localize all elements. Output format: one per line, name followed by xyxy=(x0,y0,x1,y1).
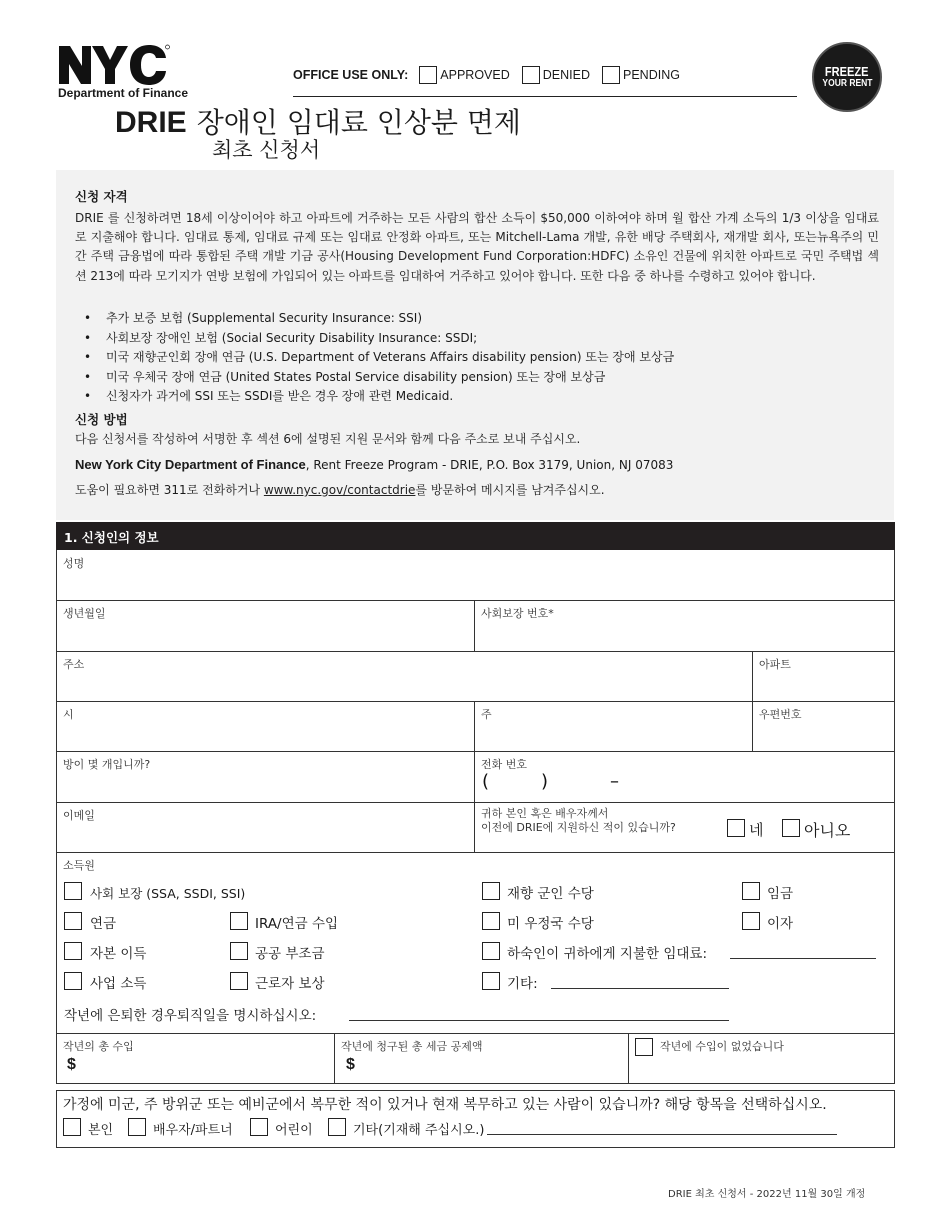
address-field[interactable]: 주소 xyxy=(63,658,85,671)
section-1-header: 1. 신청인의 정보 xyxy=(56,522,895,550)
office-use-row xyxy=(293,66,692,84)
social-security-checkbox[interactable] xyxy=(64,882,82,900)
row-divider xyxy=(56,1033,895,1034)
col-divider xyxy=(474,701,475,852)
office-use-label: OFFICE USE ONLY: xyxy=(293,68,409,82)
ira-label: IRA/연금 수입 xyxy=(255,916,339,932)
department-name: Department of Finance xyxy=(58,86,189,100)
phone-dash: – xyxy=(610,771,619,792)
military-self-label: 본인 xyxy=(88,1123,114,1138)
prior-application-question xyxy=(481,807,676,835)
phone-field[interactable]: 전화 번호 xyxy=(481,758,528,771)
row-divider xyxy=(56,701,895,702)
business-checkbox[interactable] xyxy=(64,972,82,990)
row-divider xyxy=(56,751,895,752)
business-label: 사업 소득 xyxy=(90,976,147,992)
income-sources-label: 소득원 xyxy=(63,859,95,872)
badge-line-1: FREEZE xyxy=(825,64,869,79)
benefit-item: • 미국 재향군인회 장애 연금 (U.S. Department of Veterans Affairs disability pension) 또는 장애 보상금 xyxy=(84,348,864,368)
header-divider xyxy=(293,96,797,97)
prior-question-line2: 이전에 DRIE에 지원하신 적이 있습니까? xyxy=(481,821,676,834)
retirement-date-input-line[interactable] xyxy=(349,1020,729,1021)
pension-label: 연금 xyxy=(90,916,117,932)
social-security-label: 사회 보장 (SSA, SSDI, SSI) xyxy=(90,886,246,901)
retirement-date-label: 작년에 은퇴한 경우퇴직일을 명시하십시오: xyxy=(64,1008,317,1024)
prior-no-label: 아니오 xyxy=(804,821,851,840)
mailing-address xyxy=(75,457,673,472)
military-spouse-checkbox[interactable] xyxy=(128,1118,146,1136)
address-org: New York City Department of Finance xyxy=(75,457,306,472)
lodger-rent-label: 하숙인이 귀하에게 지불한 임대료: xyxy=(507,946,707,962)
pending-checkbox[interactable] xyxy=(602,66,620,84)
military-other-label: 기타(기재해 주십시오.) xyxy=(353,1123,485,1138)
title-korean: 장애인 임대료 인상분 면제 xyxy=(196,106,521,139)
ira-checkbox[interactable] xyxy=(230,912,248,930)
military-child-label: 어린이 xyxy=(275,1123,313,1138)
how-to-apply-text: 다음 신청서를 작성하여 서명한 후 섹션 6에 설명된 지원 문서와 함께 다음 주소로 보내 주십시오. xyxy=(75,432,581,446)
postal-label: 미 우정국 수당 xyxy=(507,916,594,932)
denied-label: DENIED xyxy=(542,68,590,82)
city-field[interactable]: 시 xyxy=(63,708,74,721)
pension-checkbox[interactable] xyxy=(64,912,82,930)
row-divider xyxy=(56,651,895,652)
row-divider xyxy=(56,600,895,601)
other-income-input-line[interactable] xyxy=(551,988,729,989)
prior-question-line1: 귀하 본인 혹은 배우자께서 xyxy=(481,807,609,820)
benefit-item: • 사회보장 장애인 보험 (Social Security Disability Insurance: SSDI; xyxy=(84,329,864,349)
interest-label: 이자 xyxy=(767,916,794,932)
military-other-input-line[interactable] xyxy=(487,1134,837,1135)
help-prefix: 도움이 필요하면 311로 전화하거나 xyxy=(75,483,264,497)
military-question: 가정에 미군, 주 방위군 또는 예비군에서 복무한 적이 있거나 현재 복무하고 있는 사람이 있습니까? 해당 항목을 선택하십시오. xyxy=(63,1097,827,1113)
col-divider xyxy=(334,1033,335,1084)
state-field[interactable]: 주 xyxy=(481,708,492,721)
badge-line-2: YOUR RENT xyxy=(821,78,873,89)
help-line xyxy=(75,481,605,498)
approved-label: APPROVED xyxy=(440,68,510,82)
row-divider xyxy=(56,802,895,803)
workers-comp-label: 근로자 보상 xyxy=(255,976,325,992)
benefit-item: • 신청자가 과거에 SSI 또는 SSDI를 받은 경우 장애 관련 Medicaid. xyxy=(84,387,864,407)
military-self-checkbox[interactable] xyxy=(63,1118,81,1136)
benefit-item: • 추가 보증 보험 (Supplemental Security Insurance: SSI) xyxy=(84,309,864,329)
phone-open-paren: ( xyxy=(482,771,490,792)
nyc-logo-mark xyxy=(58,44,170,86)
ssn-field[interactable]: 사회보장 번호* xyxy=(481,607,554,620)
deductions-dollar-sign: $ xyxy=(346,1056,355,1073)
wages-label: 임금 xyxy=(767,886,794,902)
military-other-checkbox[interactable] xyxy=(328,1118,346,1136)
benefit-list xyxy=(84,309,864,407)
public-assistance-checkbox[interactable] xyxy=(230,942,248,960)
workers-comp-checkbox[interactable] xyxy=(230,972,248,990)
help-suffix: 를 방문하여 메시지를 남겨주십시오. xyxy=(415,483,605,497)
how-to-apply-heading: 신청 방법 xyxy=(75,412,128,427)
office-denied-option[interactable] xyxy=(522,66,590,84)
wages-checkbox[interactable] xyxy=(742,882,760,900)
lodger-rent-checkbox[interactable] xyxy=(482,942,500,960)
military-child-checkbox[interactable] xyxy=(250,1118,268,1136)
lodger-rent-input-line[interactable] xyxy=(730,958,876,959)
eligibility-text: DRIE 를 신청하려면 18세 이상이어야 하고 아파트에 거주하는 모든 사람의 합산 소득이 $50,000 이하여야 하며 월 합산 가계 소득의 1/3 이상을 임대료로 지출해야 합니다. 임대료 통제, 임대료 규제 또는 임대료 안정화 아파트, 또는 Mitchell-Lama 개발, 유한 배당 주택회사, 재개발 회사, 또는뉴욕주의 민간 주택 금융법에 따라 통합된 주택 개발 기금 공사(Housing Development Fund Corporation:HDFC) 소유인 건물에 위치한 아파트로 국민 주택법 섹션 213에 따라 모기지가 연방 보험에 가입되어 있는 아파트를 임대하여 거주하고 있어야 합니다. 또한 다음 중 하나를 수령하고 있어야 합니다. xyxy=(75,211,879,283)
rooms-field[interactable]: 방이 몇 개입니까? xyxy=(63,758,151,771)
apartment-field[interactable]: 아파트 xyxy=(759,658,791,671)
pending-label: PENDING xyxy=(623,68,680,82)
total-income-dollar-sign: $ xyxy=(67,1056,76,1073)
other-income-label: 기타: xyxy=(507,976,538,992)
prior-no-checkbox[interactable] xyxy=(782,819,800,837)
prior-yes-label: 네 xyxy=(749,821,764,839)
office-approved-option[interactable] xyxy=(419,66,509,84)
public-assistance-label: 공공 부조금 xyxy=(255,946,325,962)
freeze-your-rent-badge xyxy=(812,42,882,112)
name-field[interactable]: 성명 xyxy=(63,557,85,570)
col-divider xyxy=(628,1033,629,1084)
col-divider xyxy=(752,651,753,751)
military-spouse-label: 배우자/파트너 xyxy=(153,1123,233,1138)
veterans-label: 재향 군인 수당 xyxy=(507,886,594,902)
dob-field[interactable]: 생년월일 xyxy=(63,607,106,620)
prior-yes-checkbox[interactable] xyxy=(727,819,745,837)
benefit-item: • 미국 우체국 장애 연금 (United States Postal Service disability pension) 또는 장애 보상금 xyxy=(84,368,864,388)
col-divider xyxy=(474,600,475,651)
row-divider xyxy=(56,852,895,853)
phone-close-paren: ) xyxy=(541,771,549,792)
interest-checkbox[interactable] xyxy=(742,912,760,930)
deductions-label: 작년에 청구된 총 세금 공제액 xyxy=(341,1040,483,1053)
title-code: DRIE xyxy=(115,106,187,139)
approved-checkbox[interactable] xyxy=(419,66,437,84)
zip-field[interactable]: 우편번호 xyxy=(759,708,802,721)
address-detail: , Rent Freeze Program - DRIE, P.O. Box 3179, Union, NJ 07083 xyxy=(305,458,674,472)
postal-checkbox[interactable] xyxy=(482,912,500,930)
no-income-checkbox[interactable] xyxy=(635,1038,653,1056)
total-income-label: 작년의 총 수입 xyxy=(63,1040,134,1053)
veterans-checkbox[interactable] xyxy=(482,882,500,900)
other-income-checkbox[interactable] xyxy=(482,972,500,990)
denied-checkbox[interactable] xyxy=(522,66,540,84)
eligibility-heading: 신청 자격 xyxy=(75,189,128,204)
footer-revision: DRIE 최초 신청서 - 2022년 11월 30일 개정 xyxy=(668,1189,866,1200)
contact-link[interactable]: www.nyc.gov/contactdrie xyxy=(263,483,416,497)
capital-gains-checkbox[interactable] xyxy=(64,942,82,960)
capital-gains-label: 자본 이득 xyxy=(90,946,147,962)
office-pending-option[interactable] xyxy=(602,66,680,84)
email-field[interactable]: 이메일 xyxy=(63,809,95,822)
page-subtitle: 최초 신청서 xyxy=(212,138,321,162)
no-income-label: 작년에 수입이 없었습니다 xyxy=(660,1040,784,1053)
